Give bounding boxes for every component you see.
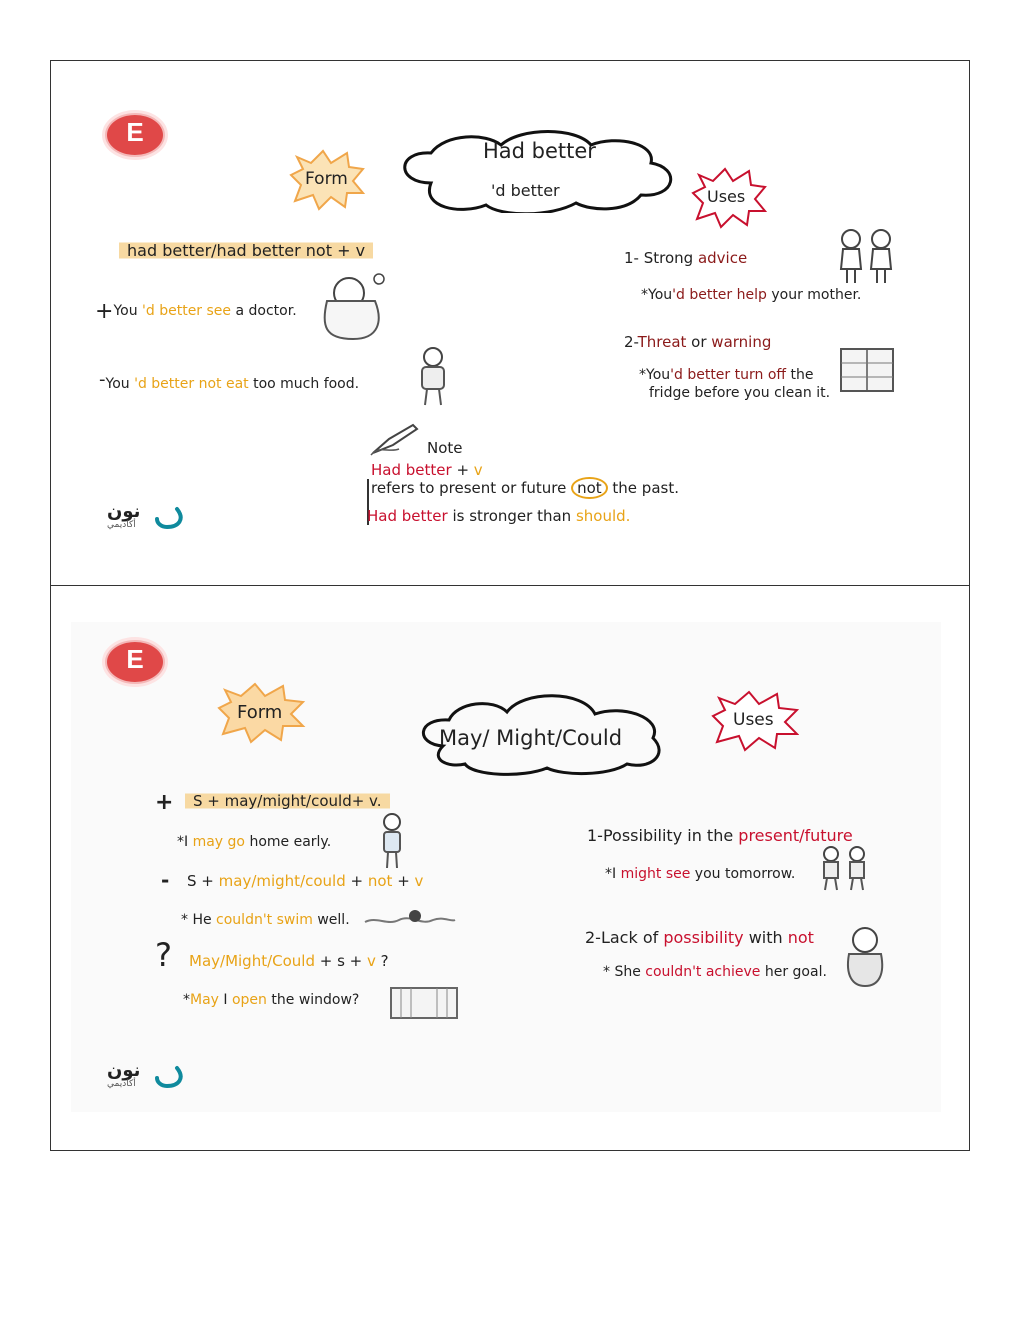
sad-girl-icon	[843, 926, 887, 988]
fridge-icon	[839, 347, 895, 393]
positive-formula: S + may/might/could+ v.	[185, 790, 390, 812]
use-2: 2-Threat or warning	[624, 333, 772, 351]
e-logo: E	[105, 113, 165, 157]
boy-eating-icon	[413, 345, 453, 407]
brand-logo: نون أكاديمي	[107, 501, 141, 530]
brand-swoosh-icon	[155, 1064, 185, 1088]
positive-example: +You 'd better see a doctor.	[95, 299, 297, 324]
negative-example: * He couldn't swim well.	[181, 912, 350, 928]
slide-may-might-could	[50, 585, 970, 1151]
question-formula: May/Might/Could + s + v ?	[189, 952, 389, 970]
two-girls-icon	[835, 227, 901, 285]
two-kids-icon	[817, 844, 873, 892]
uses-label: Uses	[733, 710, 774, 730]
note-line-2: refers to present or future not the past.	[371, 479, 679, 497]
minus-sign: -	[161, 868, 170, 892]
swimmer-icon	[363, 906, 457, 930]
use-1: 1-Possibility in the present/future	[587, 826, 853, 845]
form-label: Form	[305, 169, 348, 189]
uses-label: Uses	[707, 187, 746, 206]
boy-icon	[379, 812, 405, 870]
brand-logo: نون أكاديمي	[107, 1060, 141, 1089]
form-label: Form	[237, 702, 283, 723]
note-line-1: Had better + v	[371, 461, 483, 479]
slide-had-better	[50, 60, 970, 587]
negative-example: -You 'd better not eat too much food.	[99, 369, 360, 392]
title-d-better: 'd better	[491, 181, 560, 200]
pen-writing-icon	[369, 423, 419, 457]
negative-formula: S + may/might/could + not + v	[187, 872, 424, 890]
use-1: 1- Strong advice	[624, 249, 748, 267]
use-1-example: *I might see you tomorrow.	[605, 866, 796, 882]
title-had-better: Had better	[483, 139, 596, 163]
e-logo: E	[105, 640, 165, 684]
window-icon	[389, 986, 459, 1022]
form-formula: had better/had better not + v	[119, 239, 373, 262]
use-2-example: * She couldn't achieve her goal.	[603, 964, 827, 980]
positive-example: *I may go home early.	[177, 834, 332, 850]
use-2-example-line2: fridge before you clean it.	[649, 385, 831, 401]
use-2: 2-Lack of possibility with not	[585, 928, 814, 947]
note-line-3: Had better is stronger than should.	[367, 507, 631, 525]
plus-sign: +	[155, 790, 174, 815]
question-example: *May I open the window?	[183, 992, 360, 1008]
note-label: Note	[427, 439, 463, 457]
use-1-example: *You'd better help your mother.	[641, 287, 862, 303]
slide2-title: May/ Might/Could	[439, 726, 623, 750]
brand-swoosh-icon	[155, 505, 185, 529]
use-2-example: *You'd better turn off the	[639, 367, 814, 383]
question-mark-icon: ?	[155, 936, 172, 974]
blanket-girl-icon	[317, 271, 389, 341]
